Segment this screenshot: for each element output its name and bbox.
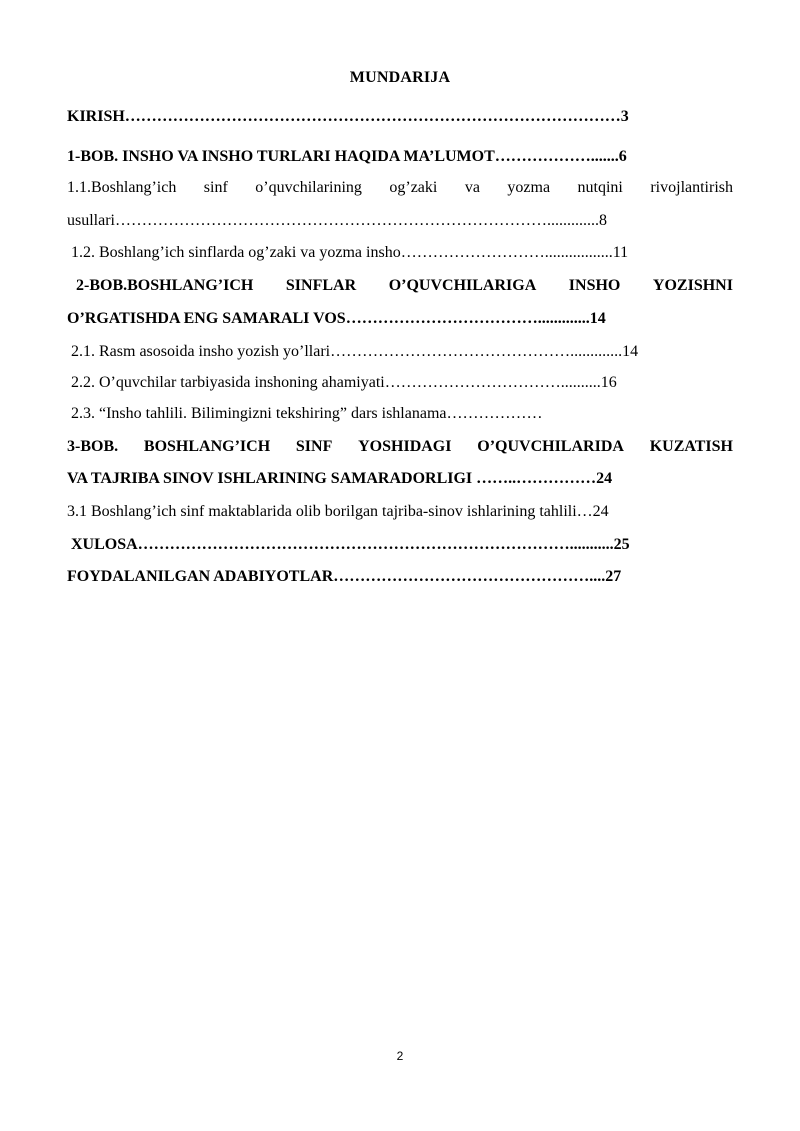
toc-word: 2-BOB.BOSHLANG’ICH [76, 277, 254, 294]
toc-word: YOZISHNI [652, 277, 733, 294]
page-title: MUNDARIJA [349, 69, 451, 86]
toc-word: va [464, 179, 480, 196]
toc-entry-2-1: 2.1. Rasm asosoida insho yozish yo’llari……………………………………….............14 [71, 343, 639, 360]
toc-word: INSHO [568, 277, 621, 294]
toc-entry-bob2-continued: O’RGATISHDA ENG SAMARALI VOS……………………………….............14 [67, 310, 606, 327]
toc-word: SINF [295, 438, 333, 455]
toc-entry-bob1: 1-BOB. INSHO VA INSHO TURLARI HAQIDA MA’LUMOT……………….......6 [67, 148, 627, 165]
toc-word: KUZATISH [649, 438, 733, 455]
toc-word: 1.1.Boshlang’ich [67, 179, 177, 196]
toc-entry-bob2 [76, 276, 733, 296]
toc-word: O’QUVCHILARIDA [477, 438, 624, 455]
toc-entry-xulosa: XULOSA………………………………………………………………………...........25 [71, 536, 630, 553]
toc-word: O’QUVCHILARIGA [388, 277, 537, 294]
toc-word: yozma [507, 179, 551, 196]
toc-entry-bob3 [67, 437, 733, 457]
toc-word: 3-BOB. [67, 438, 119, 455]
toc-entry-1-1 [67, 178, 733, 198]
toc-word: YOSHIDAGI [358, 438, 452, 455]
toc-word: og’zaki [389, 179, 438, 196]
toc-word: rivojlantirish [650, 179, 733, 196]
toc-entry-1-2: 1.2. Boshlang’ich sinflarda og’zaki va yozma insho……………………….................11 [71, 244, 629, 261]
toc-entry-1-1-continued: usullari……………………………………………………………………….............8 [67, 212, 607, 229]
toc-entry-adabiyotlar: FOYDALANILGAN ADABIYOTLAR…………………………………………....27 [67, 568, 622, 585]
toc-entry-2-2: 2.2. O’quvchilar tarbiyasida inshoning ahamiyati……………………………..........16 [71, 374, 617, 391]
toc-word: nutqini [577, 179, 623, 196]
toc-entry-3-1: 3.1 Boshlang’ich sinf maktablarida olib borilgan tajriba-sinov ishlarining tahlili…24 [67, 503, 609, 520]
toc-word: SINFLAR [285, 277, 357, 294]
toc-word: BOSHLANG’ICH [143, 438, 271, 455]
toc-word: o’quvchilarining [255, 179, 362, 196]
toc-entry-2-3: 2.3. “Insho tahlili. Bilimingizni tekshiring” dars ishlanama……………… [71, 405, 543, 422]
page-number: 2 [396, 1049, 404, 1063]
toc-entry-kirish: KIRISH…………………………………………………………………………………3 [67, 108, 629, 125]
toc-word: sinf [203, 179, 228, 196]
toc-entry-bob3-continued: VA TAJRIBA SINOV ISHLARINING SAMARADORLIGI ……..……………24 [67, 470, 613, 487]
